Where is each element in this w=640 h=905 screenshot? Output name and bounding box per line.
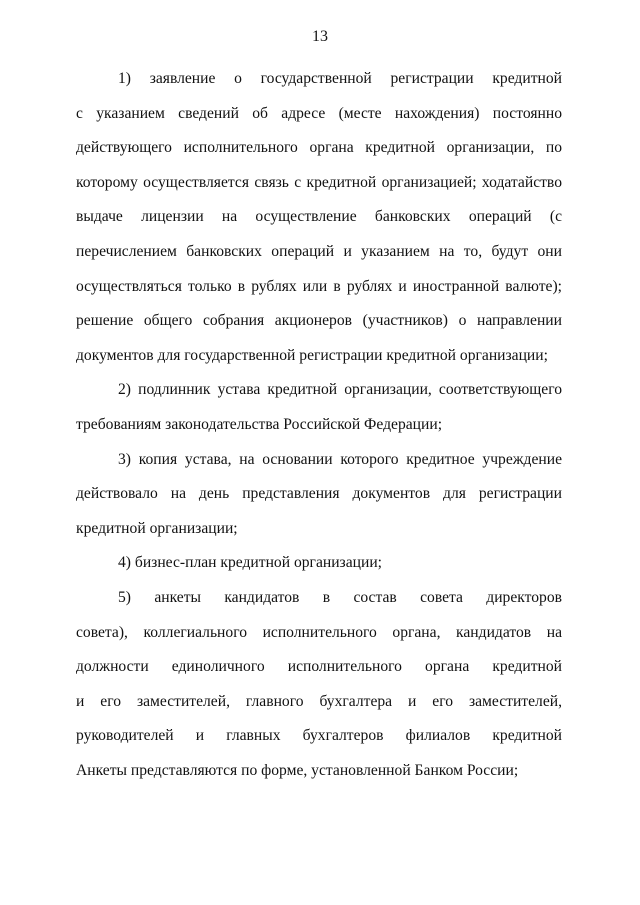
text-line: действующего исполнительного органа кредитной организации, по	[76, 139, 562, 157]
text-line: перечислением банковских операций и указанием на то, будут они	[76, 242, 562, 260]
page-number: 13	[312, 28, 328, 45]
text-line: которому осуществляется связь с кредитной организацией; ходатайство	[76, 173, 562, 191]
text-line: действовало на день представления документов для регистрации	[76, 485, 562, 503]
text-line: 5) анкеты кандидатов в состав совета директоров	[118, 588, 562, 606]
text-line: осуществляться только в рублях или в рублях и иностранной валюте);	[76, 277, 562, 295]
paragraph-item-4	[76, 546, 562, 581]
text-line: и его заместителей, главного бухгалтера и его заместителей,	[76, 692, 562, 710]
text-line: 3) копия устава, на основании которого кредитное учреждение	[118, 450, 562, 468]
text-line: документов для государственной регистрации кредитной организации;	[76, 346, 548, 364]
paragraph-item-1	[76, 62, 562, 373]
text-line: 4) бизнес-план кредитной организации;	[118, 554, 383, 572]
text-line: Анкеты представляются по форме, установленной Банком России;	[76, 761, 519, 779]
text-line: 2) подлинник устава кредитной организации, соответствующего	[118, 381, 562, 399]
paragraph-item-3	[76, 443, 562, 547]
paragraph-item-2	[76, 373, 562, 442]
paragraph-item-5	[76, 581, 562, 789]
text-line: руководителей и главных бухгалтеров филиалов кредитной	[76, 727, 562, 745]
document-body	[76, 62, 562, 788]
text-line: должности единоличного исполнительного органа кредитной	[76, 658, 562, 676]
text-line: решение общего собрания акционеров (участников) о направлении	[76, 312, 562, 330]
text-line: кредитной организации;	[76, 519, 238, 537]
text-line: 1) заявление о государственной регистрации кредитной	[118, 70, 562, 87]
text-line: с указанием сведений об адресе (месте нахождения) постоянно	[76, 104, 562, 122]
text-line: выдаче лицензии на осуществление банковских операций (с	[76, 208, 562, 226]
text-line: требованиям законодательства Российской Федерации;	[76, 415, 443, 433]
text-line: совета), коллегиального исполнительного органа, кандидатов на	[76, 623, 562, 641]
